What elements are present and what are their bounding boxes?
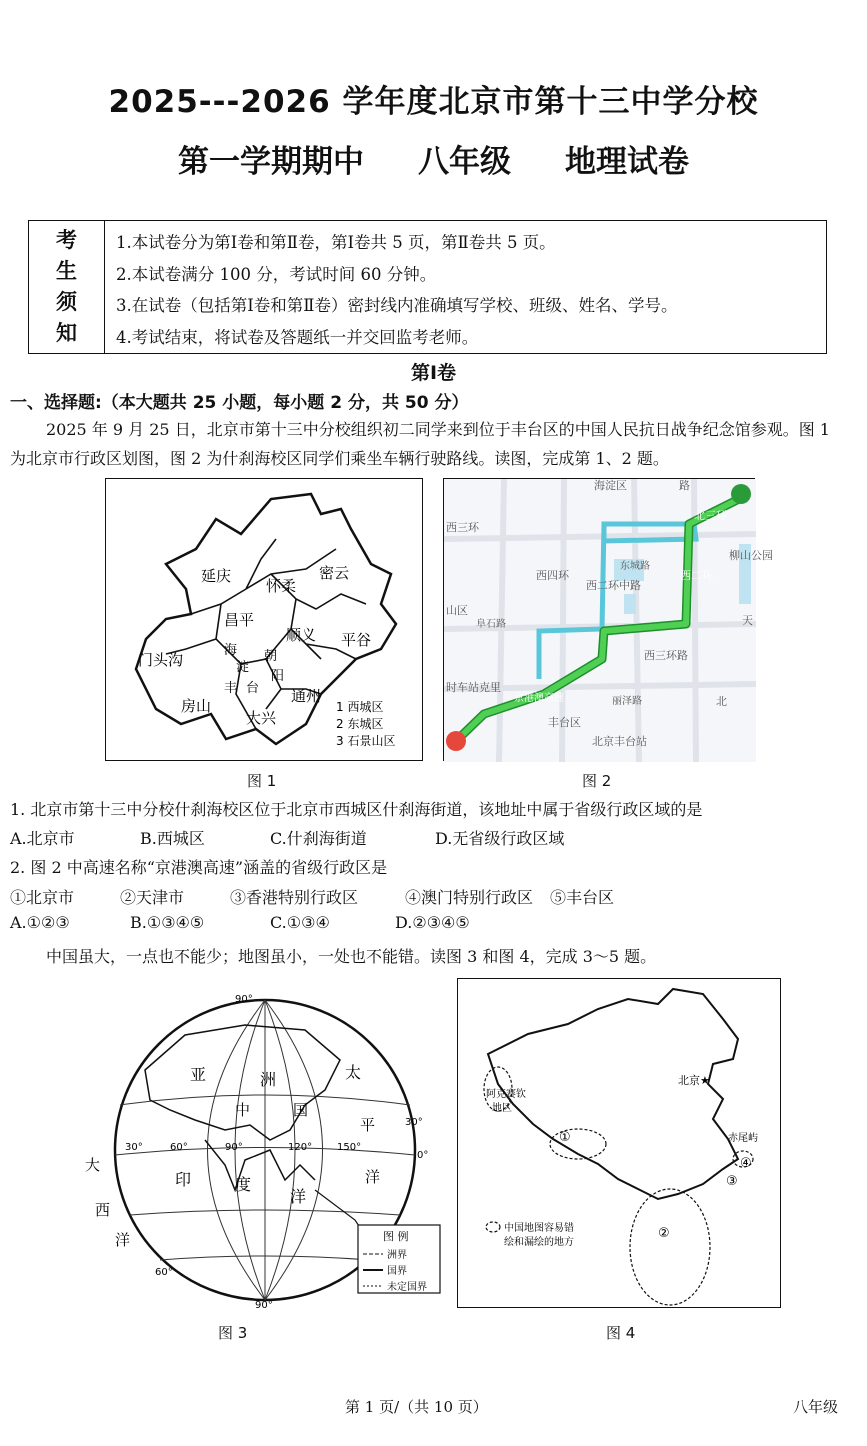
notice-rules [116,227,820,353]
question2-items [10,885,850,908]
china-map-label: 赤尾屿 [728,1133,758,1144]
district-label: 顺义 [286,626,317,644]
route-map-svg [444,479,773,762]
china-map-label: 中国地图容易错 [504,1223,574,1234]
svg-text:洲: 洲 [260,1070,277,1089]
svg-text:国: 国 [293,1101,309,1119]
district-label: 延庆 [201,567,232,585]
district-label: 大兴 [246,709,277,727]
q2-option-a[interactable]: A.①②③ [10,913,70,932]
notice-label [29,221,105,353]
district-label: 淀 [236,660,250,675]
question1-options [10,826,850,849]
district-label: 通州 [291,687,322,705]
route-map-label: 京港澳高速 [514,693,564,704]
q1-option-b[interactable]: B.西城区 [140,829,205,848]
svg-text:60°: 60° [170,1142,188,1153]
q2-item: ①北京市 [10,888,75,907]
exam-title-line2: 第一学期期中 八年级 地理试卷 [178,144,689,180]
china-map-label: 绘和漏绘的地方 [504,1237,574,1248]
q2-item: ③香港特别行政区 [230,888,359,907]
notice-rule: 3.在试卷（包括第Ⅰ卷和第Ⅱ卷）密封线内准确填写学校、班级、姓名、学号。 [116,296,678,315]
map-legend-item: 2 东城区 [336,717,384,731]
notice-label-char: 生 [56,259,77,283]
q2-option-c[interactable]: C.①③④ [270,913,330,932]
route-map-label: 东城路 [620,561,650,572]
notice-rule: 1.本试卷分为第Ⅰ卷和第Ⅱ卷，第Ⅰ卷共 5 页，第Ⅱ卷共 5 页。 [116,233,556,252]
route-map-label: 山区 [446,604,468,617]
svg-text:洋: 洋 [365,1168,381,1186]
intro-paragraph: 2025 年 9 月 25 日，北京市第十三中分校组织初二同学来到位于丰台区的中国人民抗日战争纪念馆参观。图 1 为北京市行政区划图，图 2 为什刹海校区同学们乘坐车辆行驶路线。读图，完成第 1、2 题。 [10,420,830,468]
q2-option-d[interactable]: D.②③④⑤ [395,913,470,932]
route-map-label: 丽泽路 [612,696,642,707]
grade-label: 八年级 [793,1398,839,1416]
intro2-paragraph: 中国虽大，一点也不能少；地图虽小，一处也不能错。读图 3 和图 4，完成 3～5 题。 [46,947,657,966]
figure2-caption: 图 2 [582,772,612,790]
china-map-label: ③ [726,1174,738,1189]
notice-label-char: 考 [56,228,77,252]
part-one-heading: 一、选择题:（本大题共 25 小题，每小题 2 分，共 50 分） [10,393,469,413]
legend-item: 未定国界 [387,1282,427,1293]
district-label: 平谷 [341,631,372,649]
question2-text: 2. 图 2 中高速名称“京港澳高速”涵盖的省级行政区是 [10,858,388,877]
exam-title-line1: 2025---2026 学年度北京市第十三中学分校 [108,84,759,120]
legend-item: 国界 [387,1266,407,1277]
district-label: 昌平 [224,611,255,629]
figure4-caption: 图 4 [606,1324,636,1342]
svg-text:西: 西 [95,1201,111,1219]
route-map-label: 西三环路 [644,649,688,662]
china-map-label: 阿克赛钦 [486,1089,526,1100]
notice-rule: 2.本试卷满分 100 分，考试时间 60 分钟。 [116,264,437,284]
svg-text:平: 平 [360,1116,376,1134]
notice-label-char: 须 [56,290,77,314]
svg-text:0°: 0° [417,1150,429,1161]
map-legend-item: 1 西城区 [336,700,384,714]
route-map-label: 海淀区 [594,479,627,492]
district-label: 丰 [224,681,238,696]
figure3-globe [75,990,455,1310]
q1-option-c[interactable]: C.什刹海街道 [270,829,367,848]
svg-text:30°: 30° [125,1142,143,1153]
route-map-label: 天 [742,614,753,627]
svg-text:60°: 60° [155,1267,173,1278]
figure1-caption: 图 1 [247,772,277,790]
figure4-china-map [457,978,781,1308]
svg-text:洋: 洋 [115,1231,131,1249]
route-map-label: 时车站克里 [446,681,501,694]
district-label: 阳 [271,669,285,684]
notice-label-char: 知 [56,321,77,345]
china-map-label: 地区 [492,1103,512,1114]
legend-title: 图 例 [383,1230,409,1243]
svg-text:度: 度 [235,1175,252,1194]
figure3-caption: 图 3 [218,1324,248,1342]
route-map-label: 北京丰台站 [592,735,647,748]
district-label: 房山 [181,697,212,715]
svg-text:亚: 亚 [190,1065,207,1084]
svg-text:洋: 洋 [290,1187,307,1206]
route-map-label: 西四环 [536,569,569,582]
svg-text:90°: 90° [235,994,253,1005]
page-number: 第 1 页/（共 10 页） [345,1398,488,1416]
svg-text:印: 印 [175,1170,192,1189]
svg-text:120°: 120° [288,1142,313,1153]
figure2-route-map [443,478,773,761]
q2-option-b[interactable]: B.①③④⑤ [130,913,205,932]
q2-item: ⑤丰台区 [550,888,615,907]
district-label: 海 [224,643,238,658]
question1-text: 1. 北京市第十三中分校什刹海校区位于北京市西城区什刹海街道，该地址中属于省级行政区域的是 [10,800,703,819]
route-map-label: 丰台区 [548,716,581,729]
route-map-label: 西三环 [446,521,479,534]
notice-box [28,220,827,354]
legend-item: 洲界 [387,1250,407,1261]
q1-option-a[interactable]: A.北京市 [10,829,75,848]
district-label: 朝 [264,649,278,664]
route-map-label: 路 [679,479,690,492]
svg-text:中: 中 [235,1101,251,1119]
route-map-label: 北三环 [694,509,727,522]
figure1-beijing-map [105,478,423,761]
china-map-label: 北京★ [678,1074,710,1087]
route-map-label: 北 [716,695,727,708]
route-map-label: 阜石路 [476,619,506,630]
route-map-label: 西二环中路 [586,579,641,592]
globe-svg [75,990,455,1310]
route-map-label: 西二环 [680,569,713,582]
china-map-svg [458,979,782,1309]
svg-text:90°: 90° [225,1142,243,1153]
china-map-label: ② [658,1226,670,1241]
svg-text:90°: 90° [255,1300,273,1311]
china-map-label: ④ [740,1156,752,1171]
china-map-label: ① [559,1130,571,1145]
svg-text:太: 太 [345,1063,362,1082]
district-label: 门头沟 [138,651,184,669]
district-label: 密云 [319,564,350,582]
q2-item: ②天津市 [120,888,185,907]
q2-item: ④澳门特别行政区 [405,888,534,907]
route-map-label: 柳山公园 [729,549,773,562]
notice-rule: 4.考试结束，将试卷及答题纸一并交回监考老师。 [116,327,479,347]
svg-text:大: 大 [85,1156,101,1174]
section-title: 第Ⅰ卷 [410,362,457,384]
map-legend-item: 3 石景山区 [336,734,396,748]
district-label: 怀柔 [266,577,297,595]
svg-text:30°: 30° [405,1117,423,1128]
district-label: 台 [246,681,260,696]
question2-options [10,913,850,932]
beijing-district-map-svg [106,479,424,762]
svg-text:150°: 150° [337,1142,362,1153]
q1-option-d[interactable]: D.无省级行政区域 [435,829,565,848]
